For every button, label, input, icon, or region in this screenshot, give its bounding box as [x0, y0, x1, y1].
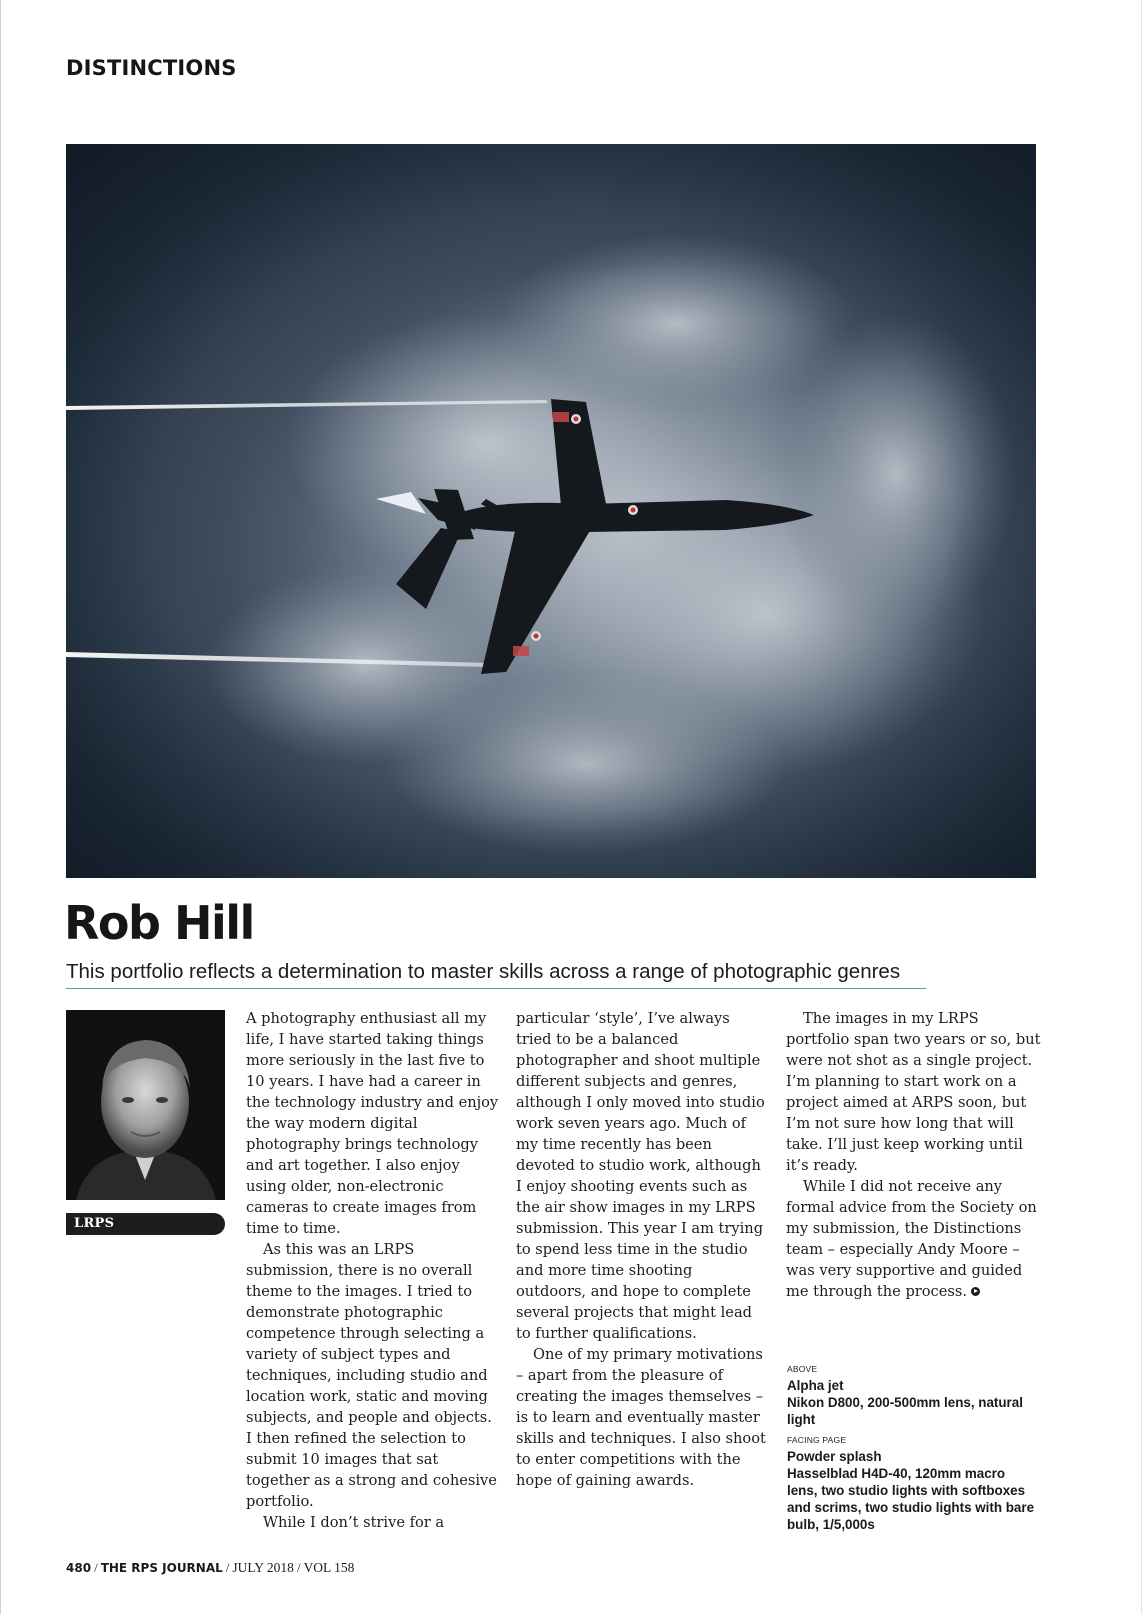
caption-detail: Nikon D800, 200-500mm lens, natural light: [787, 1395, 1023, 1427]
body-column-1: [246, 1008, 501, 1533]
section-label: DISTINCTIONS: [66, 56, 237, 80]
issue-volume: VOL 158: [303, 1560, 355, 1575]
body-paragraph: The images in my LRPS portfolio span two years or so, but were not shot as a single project. I’m planning to start work on a project aimed at ARPS soon, but I’m not sure how long that will take. I’ll just keep working until it’s ready.: [786, 1010, 1041, 1174]
photo-captions: [787, 1364, 1037, 1540]
journal-name: THE RPS JOURNAL: [100, 1561, 223, 1575]
page-footer: [66, 1560, 354, 1576]
article-title-name: Rob Hill: [64, 896, 254, 950]
hero-photo-alpha-jet: [66, 144, 1036, 878]
standfirst: This portfolio reflects a determination to master skills across a range of photographic genres: [66, 960, 901, 983]
footer-separator: /: [225, 1560, 230, 1575]
footer-separator: /: [296, 1560, 301, 1575]
body-column-3: [786, 1008, 1041, 1302]
caption-detail: Hasselblad H4D-40, 120mm macro lens, two studio lights with softboxes and scrims, two studio lights with bare bulb, 1/5,000s: [787, 1466, 1035, 1532]
body-paragraph-final: [786, 1176, 1041, 1302]
body-paragraph: particular ‘style’, I’ve always tried to be a balanced photographer and shoot multiple different subjects and genres, although I only moved into studio work seven years ago. Much of my time recently has been devoted to studio work, although I enjoy shooting events such as the air show images in my LRPS submission. This year I am trying to spend less time in the studio and more time shooting outdoors, and hope to complete several projects that might lead to further qualifications.: [516, 1010, 765, 1342]
author-portrait: [66, 1010, 225, 1200]
caption-label: ABOVE: [787, 1364, 818, 1374]
body-paragraph: One of my primary motivations – apart from the pleasure of creating the images themselves – is to learn and eventually master skills and techniques. I also shoot to enter competitions with the hope of gaining awards.: [516, 1346, 766, 1489]
caption-title: Powder splash: [787, 1449, 882, 1464]
body-column-2: [516, 1008, 766, 1491]
standfirst-rule: [66, 988, 926, 989]
caption-title: Alpha jet: [787, 1378, 844, 1393]
distinction-badge: LRPS: [66, 1213, 225, 1235]
body-paragraph: As this was an LRPS submission, there is no overall theme to the images. I tried to demonstrate photographic competence through selecting a variety of subject types and techniques, including studio and location work, static and moving subjects, and people and objects. I then refined the selection to submit 10 images that sat together as a strong and cohesive portfolio.: [246, 1241, 497, 1510]
body-paragraph: While I don’t strive for a: [263, 1514, 445, 1531]
page-number: 480: [66, 1561, 92, 1575]
body-paragraph-text: While I did not receive any formal advice from the Society on my submission, the Distinctions team – especially Andy Moore – was very supportive and guided me through the process.: [786, 1178, 1037, 1300]
end-of-article-arrow-icon: [971, 1287, 980, 1296]
caption-label: FACING PAGE: [787, 1435, 847, 1445]
body-paragraph: A photography enthusiast all my life, I have started taking things more seriously in the last five to 10 years. I have had a career in the technology industry and enjoy the way modern digital photography brings technology and art together. I also enjoy using older, non-electronic cameras to create images from time to time.: [246, 1010, 499, 1237]
footer-separator: /: [94, 1560, 98, 1575]
caption-facing-page: [787, 1435, 1037, 1533]
page-edge-left: [0, 0, 1, 1614]
caption-above: [787, 1364, 1037, 1428]
issue-date: JULY 2018: [232, 1560, 294, 1575]
